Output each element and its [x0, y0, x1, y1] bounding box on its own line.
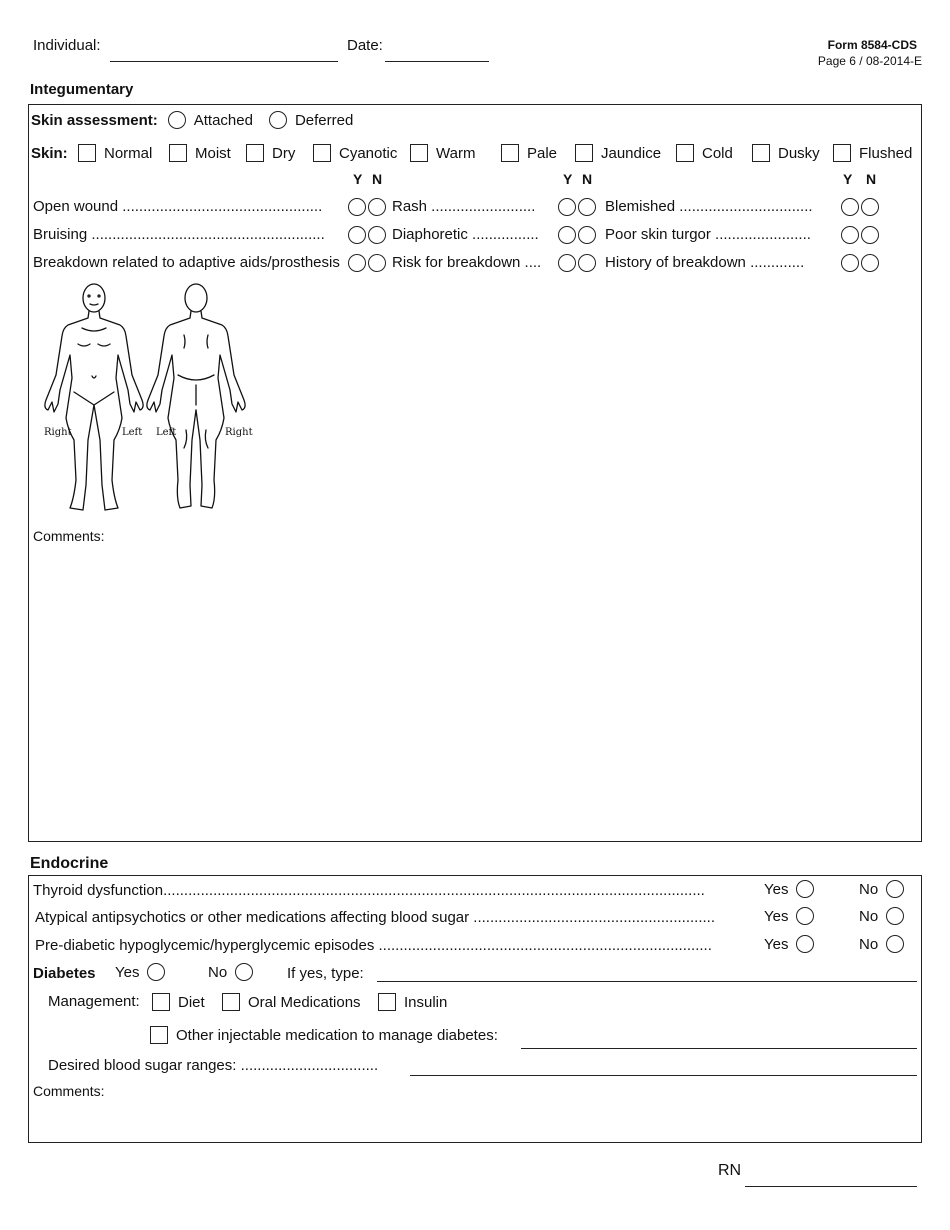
pale-checkbox[interactable] [501, 144, 519, 162]
diabetes-label: Diabetes [33, 965, 96, 982]
risk-breakdown-label: Risk for breakdown .... [392, 254, 542, 271]
open-wound-no-radio[interactable] [368, 198, 386, 216]
dusky-checkbox[interactable] [752, 144, 770, 162]
normal-checkbox[interactable] [78, 144, 96, 162]
poor-skin-turgor-no-radio[interactable] [861, 226, 879, 244]
blemished-yes-radio[interactable] [841, 198, 859, 216]
diabetes-yes-option[interactable]: Yes [115, 963, 165, 981]
other-injectable-field[interactable] [521, 1048, 917, 1049]
breakdown-aids-no-radio[interactable] [368, 254, 386, 272]
prediabetic-yes-option[interactable]: Yes [764, 935, 814, 953]
col1-n-header: N [372, 171, 383, 187]
poor-skin-turgor-label: Poor skin turgor ....................... [605, 226, 811, 243]
blood-sugar-field[interactable] [410, 1075, 917, 1076]
skin-option-flushed[interactable]: Flushed [833, 144, 912, 162]
diaphoretic-yn [558, 226, 596, 245]
endocrine-title: Endocrine [30, 855, 109, 872]
blemished-yn [841, 198, 879, 217]
individual-field[interactable] [110, 61, 338, 62]
deferred-radio[interactable] [269, 111, 287, 129]
thyroid-dysfunction-label: Thyroid dysfunction.................................................................................................................................. [33, 882, 705, 899]
diaphoretic-no-radio[interactable] [578, 226, 596, 244]
diabetes-no-option[interactable]: No [208, 963, 253, 981]
oral-medications-checkbox[interactable] [222, 993, 240, 1011]
skin-assessment-row [31, 111, 353, 129]
page-info: Page 6 / 08-2014-E [817, 54, 922, 68]
form-number: Form 8584-CDS [827, 38, 917, 52]
rash-yes-radio[interactable] [558, 198, 576, 216]
management-oral-option[interactable]: Oral Medications [222, 993, 361, 1011]
col2-n-header: N [582, 171, 593, 187]
rash-label: Rash ......................... [392, 198, 536, 215]
risk-breakdown-yes-radio[interactable] [558, 254, 576, 272]
back-right-label: Right [225, 427, 253, 438]
bruising-no-radio[interactable] [368, 226, 386, 244]
skin-option-moist[interactable]: Moist [169, 144, 231, 162]
body-diagram[interactable] [38, 280, 253, 520]
antipsychotics-no-option[interactable]: No [859, 907, 904, 925]
history-breakdown-label: History of breakdown ............. [605, 254, 805, 271]
skin-label: Skin: [31, 145, 68, 162]
thyroid-yes-radio[interactable] [796, 880, 814, 898]
prediabetic-yes-radio[interactable] [796, 935, 814, 953]
flushed-checkbox[interactable] [833, 144, 851, 162]
diabetes-type-field[interactable] [377, 981, 917, 982]
bruising-yn [348, 226, 386, 245]
skin-assessment-deferred-option[interactable]: Deferred [269, 111, 353, 129]
management-label: Management: [48, 993, 140, 1010]
warm-checkbox[interactable] [410, 144, 428, 162]
thyroid-no-radio[interactable] [886, 880, 904, 898]
attached-radio[interactable] [168, 111, 186, 129]
individual-label: Individual: [33, 37, 101, 54]
poor-skin-turgor-yn [841, 226, 879, 245]
skin-option-warm[interactable]: Warm [410, 144, 475, 162]
blemished-label: Blemished ................................ [605, 198, 813, 215]
management-other-injectable-option[interactable]: Other injectable medication to manage diabetes: [150, 1026, 498, 1044]
management-insulin-option[interactable]: Insulin [378, 993, 447, 1011]
dry-checkbox[interactable] [246, 144, 264, 162]
prediabetic-label: Pre-diabetic hypoglycemic/hyperglycemic episodes ................................................................................ [35, 937, 712, 954]
prediabetic-no-option[interactable]: No [859, 935, 904, 953]
skin-option-cyanotic[interactable]: Cyanotic [313, 144, 397, 162]
skin-option-jaundice[interactable]: Jaundice [575, 144, 661, 162]
skin-assessment-attached-option[interactable]: Attached [168, 111, 253, 129]
col1-y-header: Y [353, 171, 363, 187]
diet-checkbox[interactable] [152, 993, 170, 1011]
breakdown-aids-yn [348, 254, 386, 273]
integumentary-comments-field[interactable] [30, 548, 920, 838]
front-left-label: Left [122, 427, 143, 438]
date-label: Date: [347, 37, 383, 54]
front-right-label: Right [44, 427, 72, 438]
rn-label: RN [718, 1162, 742, 1179]
bruising-label: Bruising ........................................................ [33, 226, 325, 243]
diabetes-type-label: If yes, type: [287, 965, 364, 982]
antipsychotics-yes-radio[interactable] [796, 907, 814, 925]
blemished-no-radio[interactable] [861, 198, 879, 216]
endocrine-comments-field[interactable] [30, 1100, 920, 1140]
rash-yn [558, 198, 596, 217]
skin-option-cold[interactable]: Cold [676, 144, 733, 162]
skin-option-normal[interactable]: Normal [78, 144, 152, 162]
breakdown-aids-label: Breakdown related to adaptive aids/prosthesis [33, 254, 340, 271]
integumentary-title: Integumentary [30, 81, 134, 98]
back-body-figure [147, 284, 245, 508]
open-wound-yes-radio[interactable] [348, 198, 366, 216]
skin-assessment-label: Skin assessment: [31, 111, 158, 129]
rash-no-radio[interactable] [578, 198, 596, 216]
rn-signature-field[interactable] [745, 1186, 917, 1187]
history-breakdown-no-radio[interactable] [861, 254, 879, 272]
other-injectable-checkbox[interactable] [150, 1026, 168, 1044]
bruising-yes-radio[interactable] [348, 226, 366, 244]
breakdown-aids-yes-radio[interactable] [348, 254, 366, 272]
jaundice-checkbox[interactable] [575, 144, 593, 162]
antipsychotics-label: Atypical antipsychotics or other medications affecting blood sugar .......................................................... [35, 909, 716, 926]
skin-option-dry[interactable]: Dry [246, 144, 295, 162]
risk-breakdown-yn [558, 254, 596, 273]
blood-sugar-label: Desired blood sugar ranges: ................................. [48, 1057, 379, 1074]
risk-breakdown-no-radio[interactable] [578, 254, 596, 272]
diaphoretic-label: Diaphoretic ................ [392, 226, 539, 243]
poor-skin-turgor-yes-radio[interactable] [841, 226, 859, 244]
history-breakdown-yn [841, 254, 879, 273]
diabetes-yes-radio[interactable] [147, 963, 165, 981]
diaphoretic-yes-radio[interactable] [558, 226, 576, 244]
open-wound-yn [348, 198, 386, 217]
cyanotic-checkbox[interactable] [313, 144, 331, 162]
endocrine-comments-label: Comments: [33, 1083, 105, 1099]
integumentary-comments-label: Comments: [33, 528, 105, 544]
date-field[interactable] [385, 61, 489, 62]
col3-n-header: N [866, 171, 877, 187]
skin-option-dusky[interactable]: Dusky [752, 144, 820, 162]
antipsychotics-no-radio[interactable] [886, 907, 904, 925]
thyroid-no-option[interactable]: No [859, 880, 904, 898]
insulin-checkbox[interactable] [378, 993, 396, 1011]
moist-checkbox[interactable] [169, 144, 187, 162]
back-left-label: Left [156, 427, 177, 438]
skin-option-pale[interactable]: Pale [501, 144, 557, 162]
management-diet-option[interactable]: Diet [152, 993, 205, 1011]
col3-y-header: Y [843, 171, 853, 187]
antipsychotics-yes-option[interactable]: Yes [764, 907, 814, 925]
col2-y-header: Y [563, 171, 573, 187]
thyroid-yes-option[interactable]: Yes [764, 880, 814, 898]
prediabetic-no-radio[interactable] [886, 935, 904, 953]
front-body-figure [45, 284, 143, 510]
history-breakdown-yes-radio[interactable] [841, 254, 859, 272]
cold-checkbox[interactable] [676, 144, 694, 162]
diabetes-no-radio[interactable] [235, 963, 253, 981]
open-wound-label: Open wound ................................................ [33, 198, 323, 215]
